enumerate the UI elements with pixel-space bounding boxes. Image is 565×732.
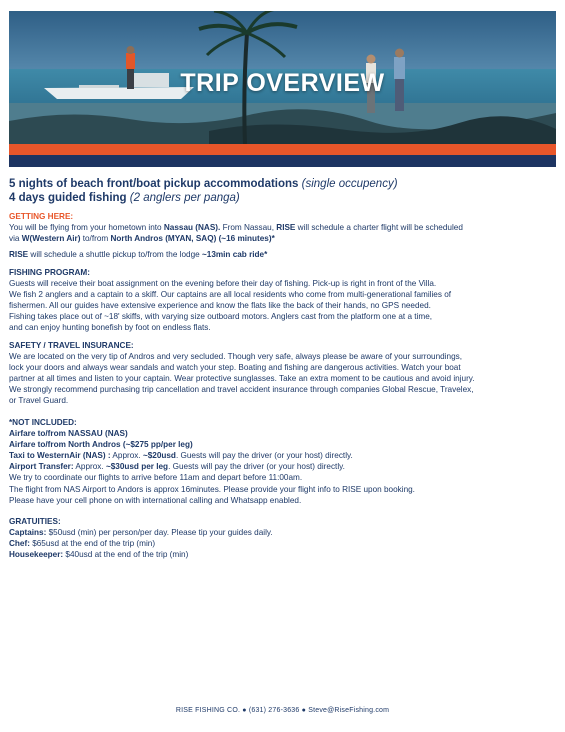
fishing-line: Fishing takes place out of ~18' skiffs, with varying size outboard motors. Anglers cast from the platform one at a time,	[9, 312, 433, 322]
safety-section	[9, 341, 549, 407]
text-run: via	[9, 234, 22, 244]
not-included-note: Please have your cell phone on with international calling and Whatsapp enabled.	[9, 495, 302, 505]
accommodation-text: 5 nights of beach front/boat pickup accommodations	[9, 178, 299, 190]
fishing-days-note: (2 anglers per panga)	[129, 192, 240, 204]
bold-run: Airfare to/from North Andros (~$275 pp/per leg)	[9, 439, 193, 449]
text-run: will schedule a shuttle pickup to/from the lodge	[28, 250, 202, 260]
not-included-section	[9, 418, 549, 506]
accommodation-headline	[9, 177, 549, 191]
not-included-note: The flight from NAS Airport to Andors is approx 16minutes. Please provide your flight info to RISE upon booking.	[9, 484, 415, 494]
not-included-note: We try to coordinate our flights to arrive before 11am and depart before 11:00am.	[9, 473, 303, 483]
bold-run: Taxi to WesternAir (NAS) :	[9, 451, 111, 461]
not-included-title: *NOT INCLUDED:	[9, 417, 77, 427]
text-run: Approx.	[110, 451, 143, 461]
navy-stripe	[9, 155, 556, 167]
bold-run: ~13min cab ride*	[201, 250, 268, 260]
gratuity-chef	[9, 538, 549, 549]
text-run: . Guests will pay the driver (or your host) directly.	[168, 462, 345, 472]
bold-run: W(Western Air)	[21, 234, 81, 244]
getting-here-flight	[9, 222, 549, 244]
fishing-program-title: FISHING PROGRAM:	[9, 267, 90, 277]
gratuities-title: GRATUITIES:	[9, 517, 61, 527]
safety-line: We strongly recommend purchasing trip cancellation and travel accident insurance through companies Global Rescue, Travelex,	[9, 385, 474, 395]
text-run: to/from	[80, 234, 111, 244]
page-title: TRIP OVERVIEW	[180, 69, 385, 97]
bold-run: ~$30usd per leg	[105, 462, 169, 472]
bold-run: Airport Transfer:	[9, 462, 74, 472]
text-run: From Nassau,	[220, 223, 277, 232]
fishing-line: and can enjoy hunting bonefish by foot on endless flats.	[9, 323, 211, 333]
trip-details	[9, 177, 549, 561]
fishing-program-section	[9, 268, 549, 334]
text-run: $40usd at the end of the trip (min)	[63, 550, 189, 560]
text-run: Approx.	[73, 462, 106, 472]
bold-run: Airfare to/from NASSAU (NAS)	[9, 428, 128, 438]
getting-here-title: GETTING HERE:	[9, 212, 74, 221]
accommodation-note: (single occupency)	[301, 178, 398, 190]
safety-title: SAFETY / TRAVEL INSURANCE:	[9, 340, 134, 350]
getting-here-section	[9, 212, 549, 261]
not-included-item	[9, 461, 549, 472]
bold-run: Captains:	[9, 528, 47, 538]
bold-run: RISE	[276, 223, 296, 232]
safety-line: We are located on the very tip of Andros and very secluded. Though very safe, always please be aware of your surroundings,	[9, 351, 462, 361]
text-run: . Guests will pay the driver (or your host) directly.	[175, 451, 353, 461]
fishing-line: Guests will receive their boat assignment on the evening before their day of fishing. Pick-up is right in front of the Villa.	[9, 278, 437, 288]
bold-run: Housekeeper:	[9, 550, 64, 560]
getting-here-shuttle	[9, 249, 549, 260]
footer-contact: RISE FISHING CO. ● (631) 276-3636 ● Steve@RiseFishing.com	[175, 707, 390, 714]
not-included-item	[9, 428, 549, 439]
text-run: will schedule a charter flight will be scheduled	[295, 223, 463, 232]
bold-run: RISE	[9, 250, 29, 260]
fishing-days-text: 4 days guided fishing	[9, 192, 127, 204]
fishing-line: We fish 2 anglers and a captain to a skiff. Our captains are all local residents who come from multi-generational families of	[9, 289, 452, 299]
safety-line: or Travel Guard.	[9, 396, 69, 406]
bold-run: Chef:	[9, 539, 30, 549]
bold-run: ~$20usd	[142, 451, 176, 461]
text-run: $50usd (min) per person/per day. Please tip your guides daily.	[46, 528, 273, 538]
hero-banner	[9, 11, 556, 144]
safety-line: lock your doors and always wear sandals and watch your step. Boating and fishing are dangerous activities. Watch your boat	[9, 362, 461, 372]
bold-run: Nassau (NAS).	[163, 223, 221, 232]
orange-stripe	[9, 144, 556, 155]
safety-line: partner at all times and listen to your captain. Wear protective sunglasses. Take an extra moment to be cautious and avoid injury.	[9, 374, 475, 384]
not-included-item	[9, 439, 549, 450]
not-included-item	[9, 450, 549, 461]
fishing-headline	[9, 191, 549, 205]
bold-run: North Andros (MYAN, SAQ) (~16 minutes)*	[110, 234, 275, 244]
gratuity-captains	[9, 527, 549, 538]
text-run: You will be flying from your hometown into	[9, 223, 164, 232]
fishing-line: fishermen. All our guides have extensive experience and know the flats like the back of their hands, no GPS needed.	[9, 301, 431, 311]
gratuity-housekeeper	[9, 549, 549, 560]
text-run: $65usd at the end of the trip (min)	[29, 539, 156, 549]
gratuities-section	[9, 517, 549, 561]
